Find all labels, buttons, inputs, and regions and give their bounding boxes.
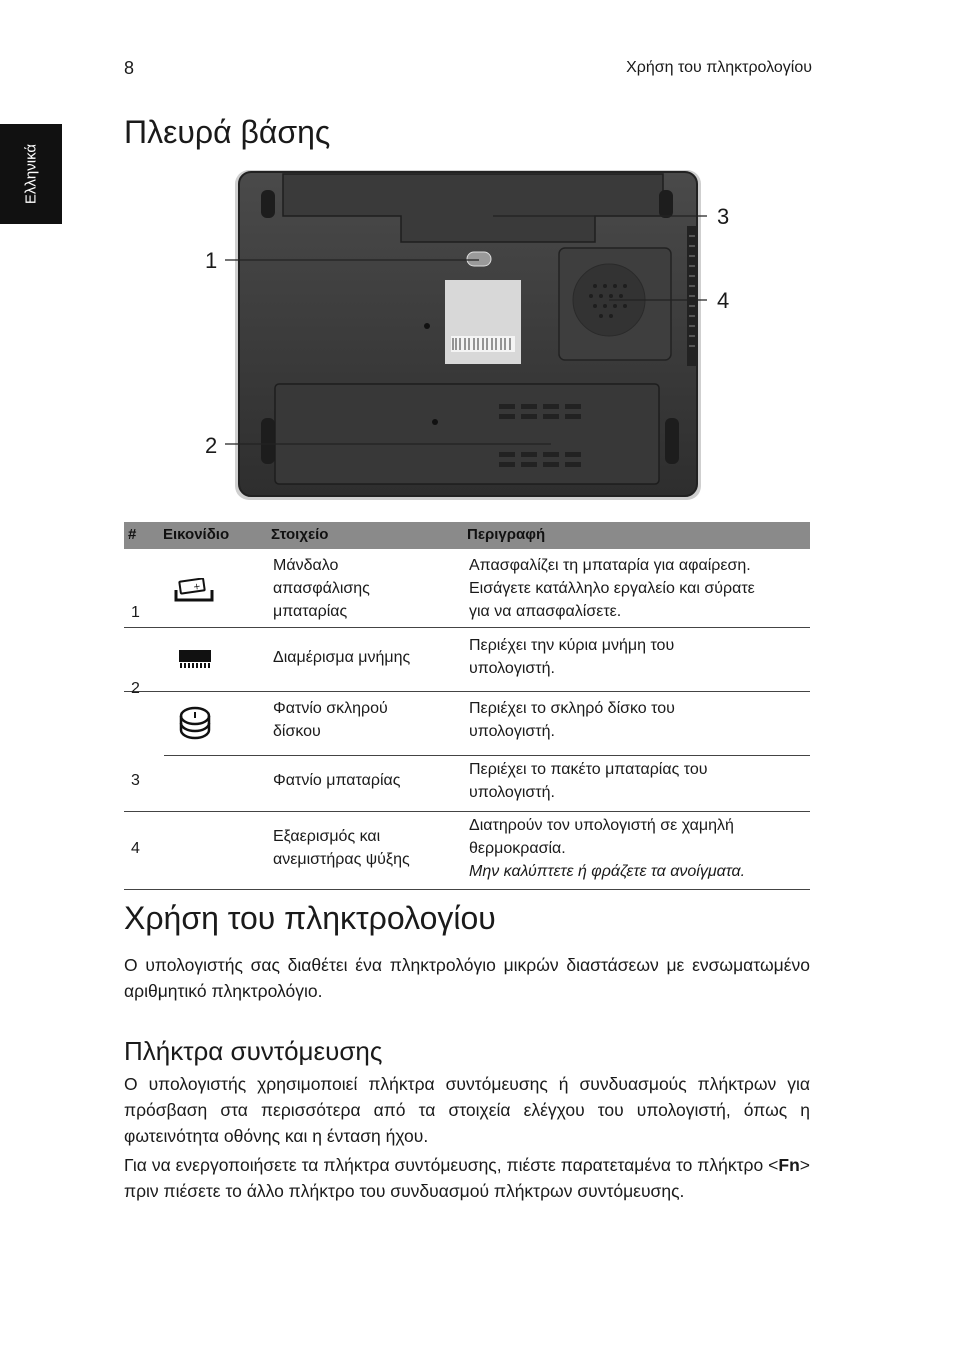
keyboard-section-title: Χρήση του πληκτρολογίου [124,900,496,936]
callout-3: 3 [717,204,730,229]
row-number: 1 [131,604,140,621]
table-row [124,756,810,812]
row-number: 3 [131,772,140,789]
keyboard-intro-paragraph: Ο υπολογιστής σας διαθέτει ένα πληκτρολόγιο μικρών διαστάσεων με ενσωματωμένο αριθμητικό πληκτρολόγιο. [124,955,810,1001]
row-item: Μάνδαλο απασφάλισης μπαταρίας [273,557,370,620]
row-item: Εξαερισμός και ανεμιστήρας ψύξης [273,828,410,868]
table-row [124,549,810,628]
battery-lock-icon [174,578,214,604]
header-item: Στοιχείο [271,526,329,543]
laptop-base-image [235,170,701,500]
row-item: Φατνίο μπαταρίας [273,772,401,789]
callout-2: 2 [205,433,218,458]
shortcut-paragraph-2: Για να ενεργοποιήσετε τα πλήκτρα συντόμευσης, πιέστε παρατεταμένα το πλήκτρο <Fn> πριν πιέσετε το άλλο πλήκτρο του συνδυασμού πλήκτρων συντόμευσης. [124,1155,810,1201]
row-item: Φατνίο σκληρού δίσκου [273,700,388,740]
shortcut-paragraph-1: Ο υπολογιστής χρησιμοποιεί πλήκτρα συντόμευσης ή συνδυασμούς πλήκτρων για πρόσβαση στα περισσότερα από τα στοιχεία ελέγχου του υπολογιστή, όπως η φωτεινότητα οθόνης και η ένταση ήχου. [124,1074,810,1146]
shortcut-keys-title: Πλήκτρα συντόμευσης [124,1036,383,1066]
running-header: Χρήση του πληκτρολογίου [626,59,812,76]
table-row [164,692,810,756]
fn-key-label: Fn [778,1155,800,1175]
language-side-tab [0,124,62,224]
header-icon: Εικονίδιο [163,526,230,543]
side-tab-label: Ελληνικά [22,143,40,205]
row-description: Διατηρούν τον υπολογιστή σε χαμηλή θερμοκρασία. Μην καλύπτετε ή φράζετε τα ανοίγματα. [469,817,746,880]
row-description: Περιέχει την κύρια μνήμη του υπολογιστή. [469,637,675,677]
section-title: Πλευρά βάσης [124,114,331,150]
row-description: Περιέχει το σκληρό δίσκο του υπολογιστή. [469,700,675,740]
header-number: # [128,526,137,543]
table-header-row [124,522,810,549]
callout-4: 4 [717,288,730,313]
row-number: 2 [131,680,140,697]
row-number: 4 [131,840,140,857]
features-table [124,522,810,890]
table-row [124,812,810,890]
table-row [124,628,810,697]
svg-text:+: + [192,581,202,593]
row-description: Περιέχει το πακέτο μπαταρίας του υπολογιστή. [469,761,708,801]
memory-icon [178,648,212,670]
row-description: Απασφαλίζει τη μπαταρία για αφαίρεση. Εισάγετε κατάλληλο εργαλείο και σύρατε για να απασφαλίσετε. [469,557,755,620]
laptop-base-figure [195,166,755,506]
callout-1: 1 [205,248,218,273]
hard-disk-icon [178,706,212,740]
header-description: Περιγραφή [467,526,546,543]
row-item: Διαμέρισμα μνήμης [273,649,411,666]
page-number: 8 [124,58,135,78]
